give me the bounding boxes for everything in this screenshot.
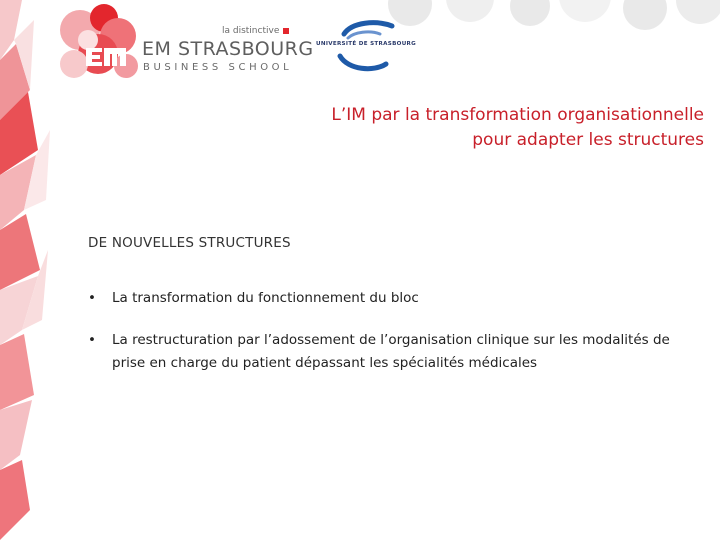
list-item [88, 287, 688, 310]
bullet-marker: • [88, 290, 96, 306]
slide-title-line-2: pour adapter les structures [472, 130, 704, 150]
logo-tagline: la distinctive [222, 26, 289, 36]
logo-name: EM STRASBOURG [142, 38, 314, 60]
bullet-marker: • [88, 332, 96, 348]
partner-logo-name: UNIVERSITÉ DE STRASBOURG [316, 41, 417, 47]
decorative-left-pattern [0, 0, 60, 540]
decorative-top-pattern [380, 0, 720, 32]
bullet-text: La restructuration par l’adossement de l’organisation clinique sur les modalités de prise en charge du patient dépassant les spécialités médicales [112, 332, 670, 371]
bullet-text: La transformation du fonctionnement du bloc [112, 290, 419, 306]
slide-title-line-1: L’IM par la transformation organisationnelle [331, 105, 704, 125]
logo-subtitle: BUSINESS SCHOOL [143, 62, 293, 73]
list-item [88, 329, 688, 375]
em-logo-mark-icon [84, 42, 128, 72]
slide-title [184, 103, 704, 153]
section-heading: DE NOUVELLES STRUCTURES [88, 235, 291, 251]
bullet-list [88, 287, 688, 375]
